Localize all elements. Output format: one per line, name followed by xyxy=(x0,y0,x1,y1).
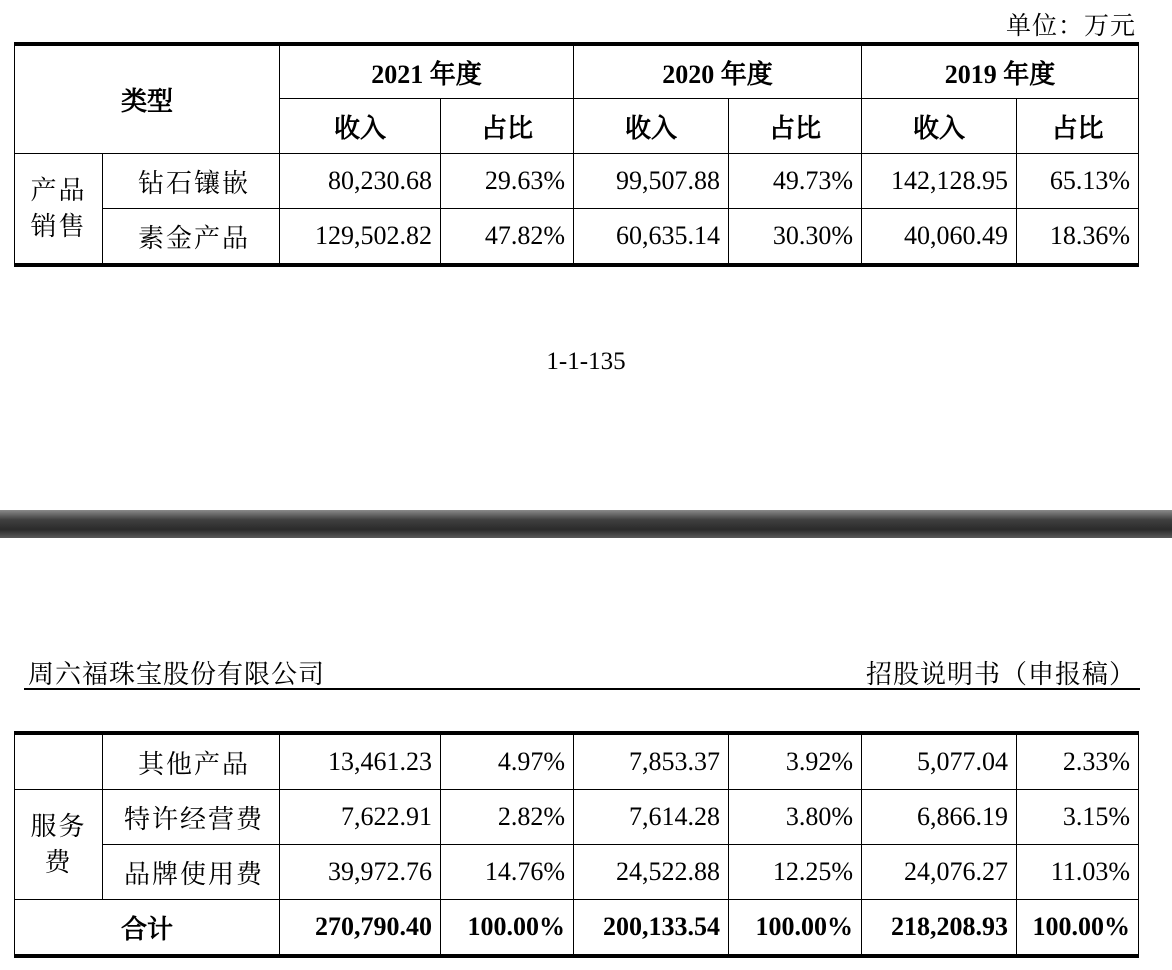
cell-value: 13,461.23 xyxy=(280,733,441,790)
row-label: 品牌使用费 xyxy=(103,845,280,900)
cell-value: 40,060.49 xyxy=(862,209,1017,266)
cell-value: 60,635.14 xyxy=(574,209,729,266)
cell-value: 29.63% xyxy=(441,154,574,209)
total-label: 合计 xyxy=(15,900,280,957)
sub-header-revenue: 收入 xyxy=(574,99,729,154)
table-row xyxy=(15,845,1139,900)
row-label: 其他产品 xyxy=(103,733,280,790)
row-label: 素金产品 xyxy=(103,209,280,266)
cell-value: 24,076.27 xyxy=(862,845,1017,900)
cell-value: 65.13% xyxy=(1017,154,1139,209)
cell-value: 47.82% xyxy=(441,209,574,266)
row-label: 钻石镶嵌 xyxy=(103,154,280,209)
cell-value: 30.30% xyxy=(729,209,862,266)
group-label-product-sales: 产品 销售 xyxy=(15,154,103,266)
cell-value: 49.73% xyxy=(729,154,862,209)
cell-value: 12.25% xyxy=(729,845,862,900)
cell-value: 7,614.28 xyxy=(574,790,729,845)
cell-value: 2.33% xyxy=(1017,733,1139,790)
group-label-service-fees: 服务 费 xyxy=(15,790,103,900)
page-divider xyxy=(0,510,1172,538)
table-row xyxy=(15,154,1139,209)
cell-value: 5,077.04 xyxy=(862,733,1017,790)
year-header-2021: 2021 年度 xyxy=(280,44,574,99)
cell-value: 39,972.76 xyxy=(280,845,441,900)
revenue-table-bottom xyxy=(14,731,1139,958)
total-value: 200,133.54 xyxy=(574,900,729,957)
cell-value: 24,522.88 xyxy=(574,845,729,900)
table-row xyxy=(15,733,1139,790)
table-row xyxy=(15,790,1139,845)
cell-value: 3.92% xyxy=(729,733,862,790)
total-value: 218,208.93 xyxy=(862,900,1017,957)
cell-value: 80,230.68 xyxy=(280,154,441,209)
cell-value: 14.76% xyxy=(441,845,574,900)
cell-value: 99,507.88 xyxy=(574,154,729,209)
row-label: 特许经营费 xyxy=(103,790,280,845)
cell-value: 2.82% xyxy=(441,790,574,845)
type-header: 类型 xyxy=(15,44,280,154)
document-title: 招股说明书（申报稿） xyxy=(865,660,1136,689)
company-name: 周六福珠宝股份有限公司 xyxy=(28,660,326,689)
total-value: 100.00% xyxy=(1017,900,1139,957)
page-number: 1-1-135 xyxy=(546,348,626,375)
sub-header-share: 占比 xyxy=(729,99,862,154)
total-row xyxy=(15,900,1139,957)
table-row xyxy=(15,209,1139,266)
cell-value: 7,622.91 xyxy=(280,790,441,845)
revenue-table-top xyxy=(14,42,1139,267)
sub-header-share: 占比 xyxy=(1017,99,1139,154)
cell-value: 11.03% xyxy=(1017,845,1139,900)
total-value: 270,790.40 xyxy=(280,900,441,957)
cell-value: 4.97% xyxy=(441,733,574,790)
cell-value: 6,866.19 xyxy=(862,790,1017,845)
header-rule xyxy=(24,688,1140,690)
cell-value: 3.80% xyxy=(729,790,862,845)
sub-header-revenue: 收入 xyxy=(862,99,1017,154)
year-header-2019: 2019 年度 xyxy=(862,44,1139,99)
sub-header-share: 占比 xyxy=(441,99,574,154)
cell-value: 129,502.82 xyxy=(280,209,441,266)
cell-value: 3.15% xyxy=(1017,790,1139,845)
year-header-2020: 2020 年度 xyxy=(574,44,862,99)
sub-header-revenue: 收入 xyxy=(280,99,441,154)
cell-value: 7,853.37 xyxy=(574,733,729,790)
unit-label: 单位：万元 xyxy=(1005,13,1136,40)
cell-value: 142,128.95 xyxy=(862,154,1017,209)
total-value: 100.00% xyxy=(729,900,862,957)
empty-group-cell xyxy=(15,733,103,790)
total-value: 100.00% xyxy=(441,900,574,957)
cell-value: 18.36% xyxy=(1017,209,1139,266)
